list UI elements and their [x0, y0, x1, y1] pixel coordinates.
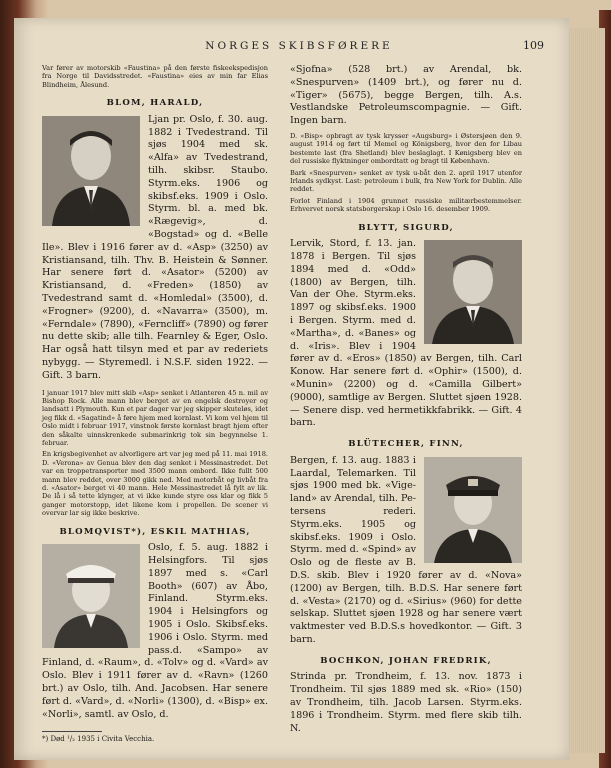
entry-body-bochkon: Strinda pr. Trondheim, f. 13. nov. 1873 i Trondheim. Til sjøs 1889 med sk. «Rio» (150) av Trondheim, tilh. Jacob Larsen. Styrm.eks. 1896 i Trondheim. Styrm. med flere skib tilh. N. [290, 671, 522, 734]
entry-note2-blom: En krigsbegivenhet av alvorligere art var jeg med på 11. mai 1918. D. «Verona» av Genua blev den dag senket i Messinastredet. Det var en troppetransporter med 3500 mann ombord. Ikke fullt 500 mann blev reddet, over 3000 gikk ned. Med motorbåt og livbåt fra d. «Asator» berget vi 40 mann. Hele Messinastredet lå fylt av lik. De lå i så tette klynger, at vi ikke kunde styre oss klar og fikk 5 ganger motorstopp, idet likene kom i propellen. De scener vi overvar lar sig ikke beskrive. [42, 450, 268, 518]
entry-body-blytt: Lervik, Stord, f. 13. jan. 1878 i Bergen. Til sjøs 1894 med d. «Odd» (1800) av Bergen, tilh. Van der Ohe. Styrm.eks. 1897 og skibsf.eks. 1900 i Bergen. Styrm. med d. «Martha», d. «Banes» og d. «Iris». Blev i 1904 fører av d. «Eros» (1850) av Bergen, tilh. Carl Konow. Har senere ført d. «Ophir» (1500), d. «Munin» (2200) og d. «Camilla Gilbert» (9000), samtlige av Bergen. Sluttet sjøen 1928. — Senere disp. ved hermetikkfabrikk. — Gift. 4 barn. [290, 238, 522, 429]
entry-heading-blom: BLOM, HARALD, [106, 98, 204, 109]
portrait-photo-blom [42, 116, 140, 226]
right-note1: D. «Bisp» opbragt av tysk krysser «Augsburg» i Østersjøen den 9. august 1914 og ført til Memel og Königsberg, hvor den for Libau bestemte last (fra Shetland) blev beslaglagt. I Kønigsberg blev en del russiske flyktninger ombordtatt og bragt til København. [290, 131, 522, 166]
book-page [14, 18, 569, 760]
footnote-rule [42, 731, 102, 732]
left-column [42, 64, 268, 744]
entry-heading-blutecher: BLÜTECHER, FINN, [348, 439, 464, 450]
intro-note: Var fører av motorskib «Faustina» på den første fiskeekspedisjon fra Norge til Davidsstredet. «Faustina» eies av min far Elias Blindheim, Ålesund. [42, 64, 268, 89]
portrait-photo-blomqvist [42, 544, 140, 648]
running-title: NORGES SKIBSFØRERE [205, 40, 393, 52]
entry-heading-blomqvist: BLOMQVIST*), ESKIL MATHIAS, [59, 526, 251, 537]
entry-note1-blom: I januar 1917 blev mitt skib «Asp» senket i Atlanteren 45 n. mil av Bishop Rock. Alle mann blev berget av en engelsk destroyer og landsatt i Plymouth. Kun et par dager var jeg skipper skuteløs, idet jeg fikk d. «Sagatind» å føre hjem med kornlast. Vi kom vel hjem til Oslo midt i februar 1917, vinstnok første kornlast bragt hjem efter den såkalte uinnskrenkede submarinkrig tok sin begynnelse 1. februar. [42, 388, 268, 447]
continued-text: «Sjofna» (528 brt.) av Arendal, bk. «Snespurven» (1409 brt.), og fører nu d. «Tiger» (5675), begge Bergen, tilh. A.s. Vestlandske Petroleumscompagnie. — Gift. Ingen barn. [290, 64, 522, 127]
right-note2: Bark «Snespurven» senket av tysk u-båt den 2. april 1917 utenfor Irlands sydkyst. Last: petroleum i bulk, fra New York for Dublin. Alle reddet. [290, 168, 522, 194]
right-note3: Forlot Finland i 1904 grunnet russiske militærbestemmelser. Erhvervet norsk statsborgerskap i Oslo 16. desember 1909. [290, 196, 522, 214]
portrait-photo-blytt [424, 240, 522, 344]
right-column [290, 64, 522, 735]
entry-heading-blytt: BLYTT, SIGURD, [358, 222, 454, 233]
portrait-photo-blutecher [424, 457, 522, 563]
footnote: *) Død ¹/₂ 1935 i Civita Vecchia. [42, 735, 155, 744]
page-number: 109 [523, 39, 544, 52]
entry-body-blomqvist: Oslo, f. 5. aug. 1882 i Helsingfors. Til sjøs 1897 med s. «Carl Booth» (607) av Åbo, Finland. Styrm.eks. 1904 i Helsingfors og 1905 i Oslo. Skibsf.eks. 1906 i Oslo. Styrm. med pass.d. «Sampo» av Finland, d. «Raum», d. «Tolv» og d. «Vard» av Oslo. Blev i 1911 fører av d. «Ravn» (1260 brt.) av Oslo, tilh. And. Jacobsen. Har senere ført d. «Vard», d. «Norli» (1300), d. «Bisp» ex. «Norli», samtl. av Oslo, d. [42, 542, 268, 720]
entry-body-blom: Ljan pr. Oslo, f. 30. aug. 1882 i Tvedestrand. Til sjøs 1904 med sk. «Alfa» av Tvedestrand, tilh. skibsr. Staubo. Styrm.eks. 1906 og skibsf.eks. 1909 i Oslo. Styrm. bl. a. med bk. «Rægevig», d. «Bogstad» og d. «Belle Ile». Blev i 1916 fører av d. «Asp» (3250) av Kristiansand, tilh. Thv. B. Heistein & Sønner. Har senere ført d. «Asator» (5200) av Kristiansand, d. «Freden» (1850) av Tvedestrand samt d. «Homledal» (3500), d. «Frogner» (9200), d. «Navarra» (3500), m. «Ferndale» (7890), «Ferncliff» (7890) og fører nu dette skib; alle tilh. Fearnley & Eger, Oslo. Har også hatt tilsyn med et par av rederiets nybygg. — Styremedl. i N.S.F. siden 1922. — Gift. 3 barn. [42, 113, 268, 381]
entry-body-blutecher: Bergen, f. 13. aug. 1883 i Laardal, Telemarken. Til sjøs 1900 med bk. «Vigeland» av Arendal, tilh. Petersens rederi. Styrm.eks. 1905 og skibsf.eks. 1909 i Oslo. Styrm. med d. «Spind» av Oslo og de fleste av B. D.S. skib. Blev i 1920 fører av d. «Nova» (1200) av Bergen, tilh. B.D.S. Har senere ført d. «Vesta» (2170) og d. «Sirius» (960) for dette selskap. Sluttet sjøen 1928 og har senere vært vaktmester ved B.D.S.s hovedkontor. — Gift. 3 barn. [290, 454, 522, 645]
entry-heading-bochkon: BOCHKON, JOHAN FREDRIK, [320, 655, 492, 666]
page-header [54, 38, 544, 56]
page-stack-edge [564, 28, 605, 753]
